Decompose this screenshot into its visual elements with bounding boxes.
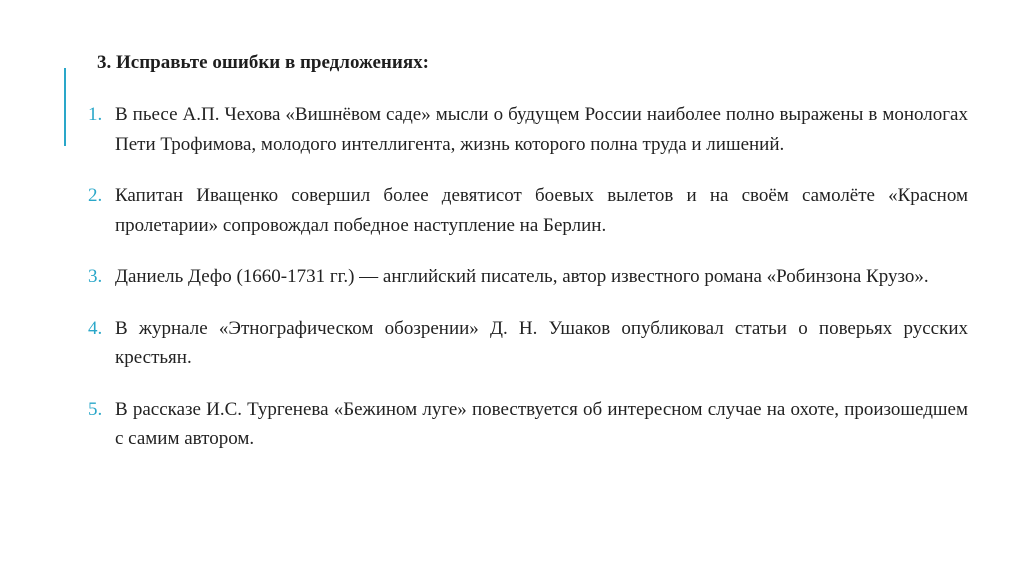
list-item: [88, 262, 968, 292]
sentence-list: [88, 100, 968, 476]
item-text: Даниель Дефо (1660-1731 гг.) — английский писатель, автор известного романа «Робинзона Крузо».: [115, 266, 929, 287]
item-number: 4.: [88, 317, 103, 339]
list-item: [88, 395, 968, 454]
item-text: В журнале «Этнографическом обозрении» Д. Н. Ушаков опубликовал статьи о поверьях русских крестьян.: [115, 317, 968, 368]
item-number: 5.: [88, 398, 103, 420]
item-number: 2.: [88, 185, 103, 206]
item-number: 3.: [88, 266, 103, 287]
item-text: В пьесе А.П. Чехова «Вишнёвом саде» мысли о будущем России наиболее полно выражены в монологах Пети Трофимова, молодого интеллигента, жизнь которого полна труда и лишений.: [115, 104, 968, 155]
list-item: [88, 100, 968, 159]
accent-bar: [64, 68, 66, 146]
item-text: Капитан Иващенко совершил более девятисот боевых вылетов и на своём самолёте «Красном пролетарии» сопровождал победное наступление на Берлин.: [115, 185, 968, 236]
list-item: [88, 181, 968, 240]
list-item: [88, 314, 968, 373]
item-text: В рассказе И.С. Тургенева «Бежином луге» повествуется об интересном случае на охоте, произошедшем с самим автором.: [115, 398, 968, 449]
item-number: 1.: [88, 104, 103, 125]
task-heading: 3. Исправьте ошибки в предложениях:: [97, 52, 429, 73]
